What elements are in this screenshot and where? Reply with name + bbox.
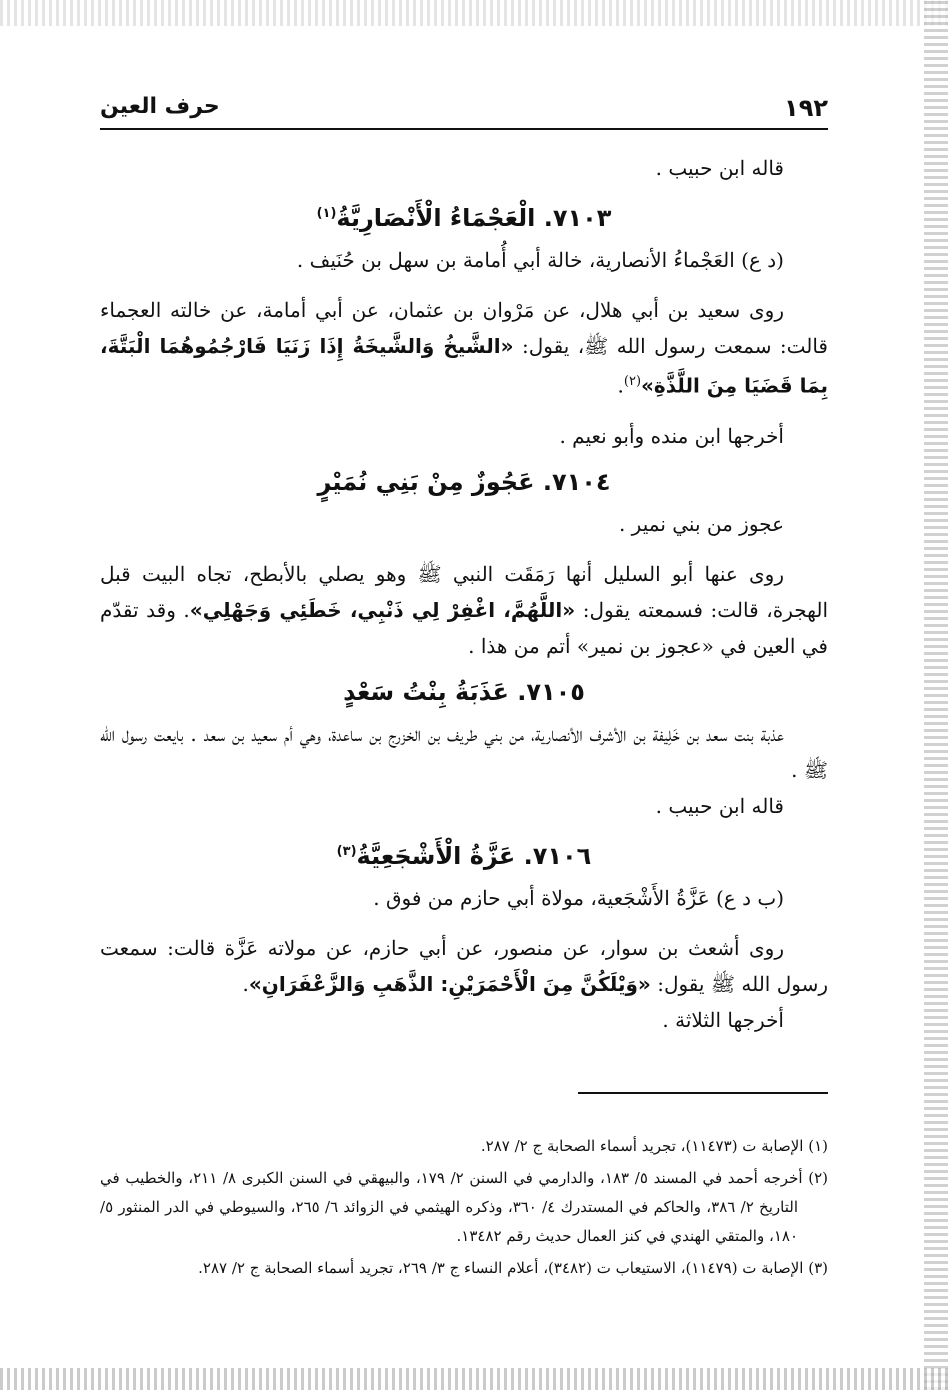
hadith-quote: «وَيْلَكُنَّ مِنَ الْأَحْمَرَيْنِ: الذَّهَبِ وَالزَّعْفَرَانِ» xyxy=(248,971,651,996)
paragraph: قاله ابن حبيب . xyxy=(655,156,784,180)
running-header xyxy=(100,92,828,130)
footnote-ref: (١) xyxy=(316,206,337,221)
entry-title: ٧١٠٣. الْعَجْمَاءُ الْأَنْصَارِيَّةُ xyxy=(336,204,612,232)
hadith-quote: «اللَّهُمَّ، اغْفِرْ لِي ذَنْبِي، خَطَئِي وَجَهْلِي» xyxy=(189,597,576,622)
text-run: روى سعيد بن أبي هلال، عن مَرْوان بن عثمان، عن أبي أمامة، عن خالته العجماء قالت: سمعت رسول الله ﷺ، يقول: xyxy=(100,298,828,358)
paragraph: أخرجها ابن منده وأبو نعيم . xyxy=(559,423,784,448)
entry-title: ٧١٠٤. عَجُوزٌ مِنْ بَنِي نُمَيْرٍ xyxy=(317,467,611,496)
text-run: . xyxy=(617,373,624,398)
chapter-title: حرف العين xyxy=(100,94,220,119)
footnote-separator xyxy=(578,1092,828,1094)
paragraph: (د ع) العَجْماءُ الأنصارية، خالة أبي أُمامة بن سهل بن حُنَيف . xyxy=(296,248,784,272)
entry-heading xyxy=(100,462,828,502)
paragraph xyxy=(100,292,828,404)
text-run: روى عنها أبو السليل أنها رَمَقَت النبي ﷺ وهو يصلي بالأبطح، تجاه البيت قبل الهجرة، قالت: فسمعته يقول: xyxy=(100,561,829,622)
spacer xyxy=(100,278,828,292)
entry-title: ٧١٠٦. عَزَّةُ الْأَشْجَعِيَّةُ xyxy=(356,841,592,870)
paragraph: (ب د ع) عَزَّةُ الأَشْجَعية، مولاة أبي حازم من فوق . xyxy=(373,885,784,910)
footnote: (١) الإصابة ت (١١٤٧٣)، تجريد أسماء الصحابة ج ٢/ ٢٨٧. xyxy=(480,1137,828,1155)
paragraph: قاله ابن حبيب . xyxy=(655,793,784,818)
book-page xyxy=(100,92,828,1352)
footnote: (٢) أخرجه أحمد في المسند ٥/ ١٨٣، والدارمي في السنن ٢/ ١٧٩، والبيهقي في السنن الكبرى ٨/ ٢١١، والخطيب في التاريخ ٢/ ٣٨٦، والحاكم في المستدرك ٤/ ٣٦٠، وذكره الهيثمي في الزوائد ٦/ ٢٦٥، والسيوطي في الدر المنثور ٥/ ١٨٠، والمتقي الهندي في كنز العمال حديث رقم ١٣٤٨٢. xyxy=(100,1169,828,1245)
paragraph: أخرجها الثلاثة . xyxy=(662,1007,784,1032)
hadith-quote: «الشَّيخُ وَالشَّيخَةُ إِذَا زَنَيَا فَارْجُمُوهُمَا الْبَتَّةَ، بِمَا قَضَيَا مِنَ اللَّذَّةِ» xyxy=(100,334,828,398)
footnote: (٣) الإصابة ت (١١٤٧٩)، الاستيعاب ت (٣٤٨٢)، أعلام النساء ج ٣/ ٢٦٩، تجريد أسماء الصحابة ج ٢/ ٢٨٧. xyxy=(198,1259,828,1277)
main-text xyxy=(100,150,828,1038)
footnote-ref: (٢) xyxy=(623,374,642,389)
text-run: . xyxy=(242,971,249,996)
page-border-top xyxy=(0,0,948,26)
paragraph xyxy=(100,556,828,664)
entry-title: ٧١٠٥. عَذَبَةُ بِنْتُ سَعْدٍ xyxy=(343,677,585,706)
paragraph xyxy=(100,930,828,1002)
footnote-ref: (٣) xyxy=(336,843,357,859)
page-number: ١٩٢ xyxy=(784,94,828,122)
text-run: . وقد تقدّم في العين في «عجوز بن نمير» أتم من هذا . xyxy=(100,597,828,658)
text-run: روى أشعث بن سوار، عن منصور، عن أبي حازم، عن مولاته عَزَّة قالت: سمعت رسول الله ﷺ يقول: xyxy=(100,935,828,996)
page-border-right xyxy=(924,0,948,1390)
paragraph: عجوز من بني نمير . xyxy=(618,511,784,536)
spacer xyxy=(100,404,828,418)
spacer xyxy=(100,916,828,930)
footnotes xyxy=(100,1132,828,1286)
entry-heading xyxy=(100,672,828,712)
entry-heading xyxy=(100,194,828,238)
entry-heading xyxy=(100,832,828,876)
page-border-bottom xyxy=(0,1368,948,1390)
spacer xyxy=(100,542,828,556)
paragraph: عذبة بنت سعد بن خَلِيفة بن الأشرف الأنصارية، من بني طريف بن الخزرج بن ساعدة، وهي أم سعيد بن سعد . بايعت رسول الله ﷺ . xyxy=(100,721,828,782)
